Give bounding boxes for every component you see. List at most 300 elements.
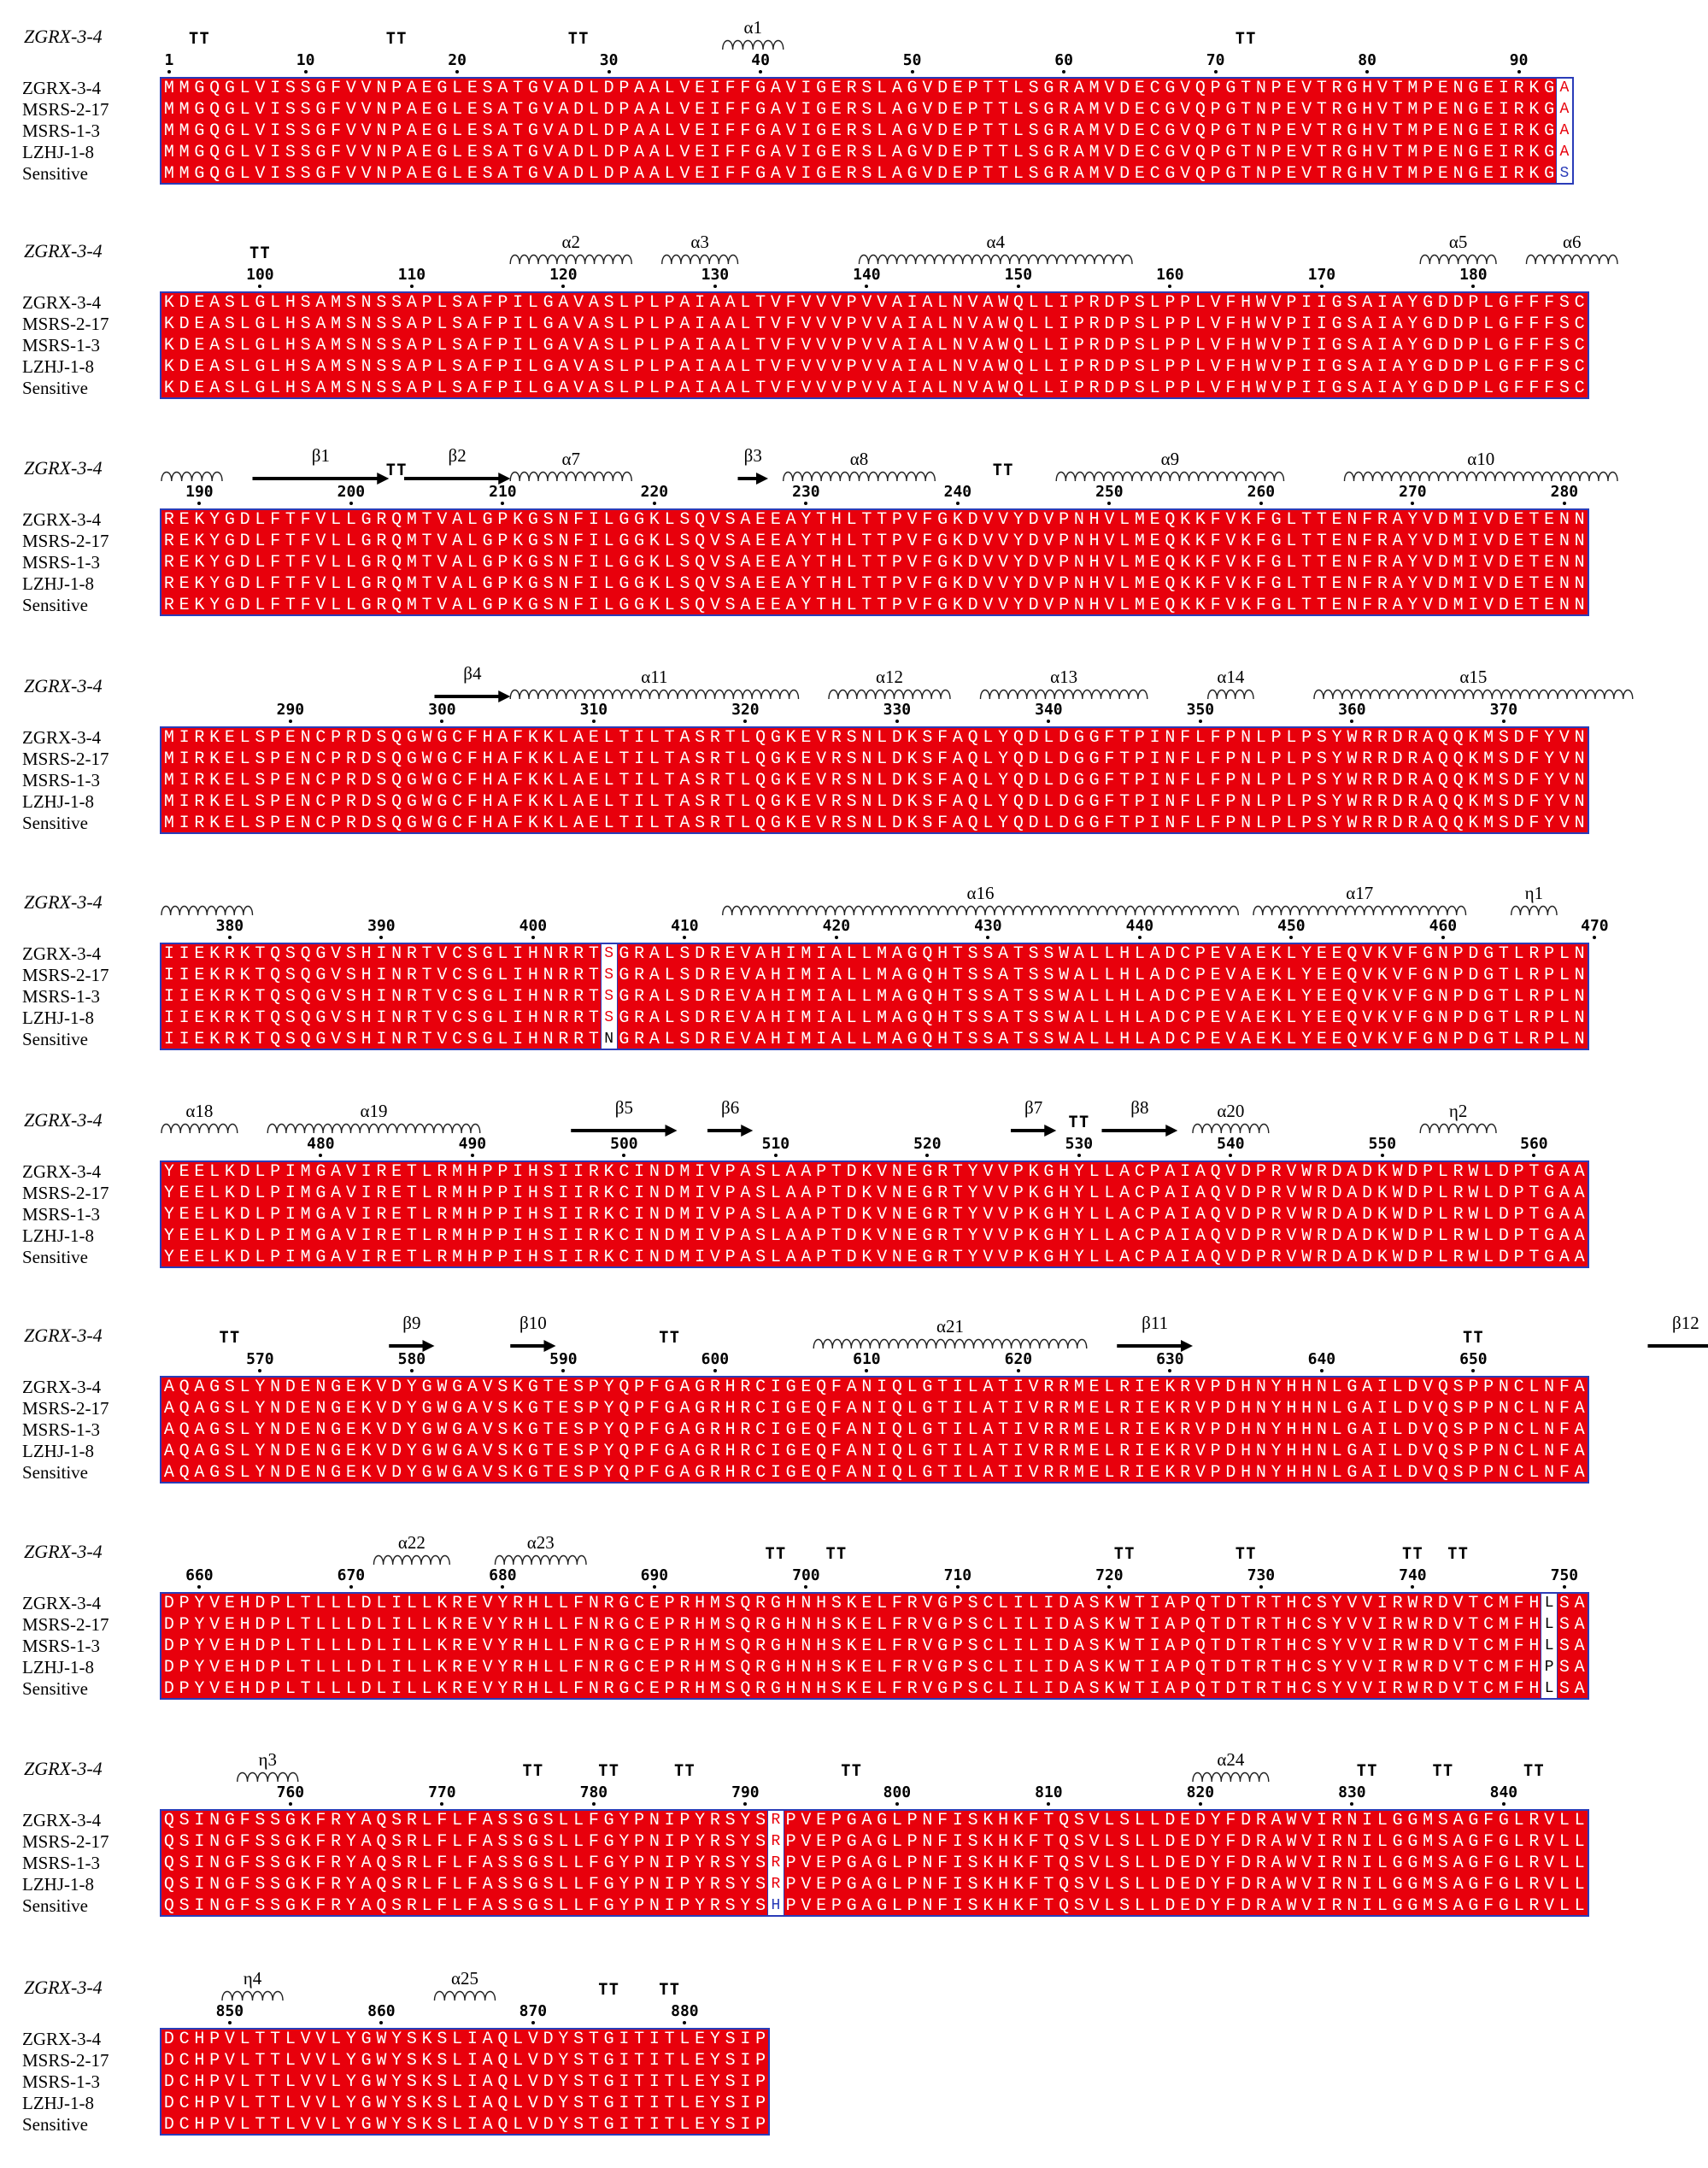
residue: A: [556, 292, 572, 314]
residue: L: [1375, 1810, 1390, 1831]
helix-mark: [510, 256, 631, 265]
residue: V: [995, 1204, 1011, 1225]
residue: A: [496, 120, 511, 142]
position-tick-dot: [501, 502, 504, 505]
residue: L: [238, 813, 253, 834]
helix-label: α8: [849, 449, 869, 469]
residue: A: [449, 531, 465, 552]
residue: T: [617, 727, 632, 749]
residue: A: [860, 1874, 875, 1895]
residue: I: [1466, 573, 1482, 595]
position-tick-label: 30: [599, 51, 619, 69]
residue: T: [1496, 943, 1511, 965]
residue: G: [1071, 791, 1087, 813]
residue: M: [177, 163, 192, 185]
position-tick-dot: [440, 720, 443, 723]
residue: I: [1375, 314, 1390, 335]
residue: C: [617, 1204, 632, 1225]
residue: L: [420, 1895, 435, 1917]
residue: P: [631, 356, 647, 378]
residue: D: [1193, 1831, 1208, 1853]
residue: S: [860, 99, 875, 120]
residue: G: [1481, 1008, 1496, 1029]
position-tick-dot: [1047, 1802, 1050, 1806]
residue: N: [1071, 531, 1087, 552]
residue: I: [1042, 1657, 1057, 1678]
residue: D: [1496, 1161, 1511, 1183]
residue: A: [844, 1398, 860, 1419]
residue: L: [1284, 552, 1300, 573]
residue: Q: [1193, 142, 1208, 163]
residue: F: [920, 595, 936, 616]
residue: A: [889, 142, 905, 163]
residue: L: [1511, 965, 1527, 986]
residue: S: [678, 986, 693, 1008]
residue: V: [981, 1183, 996, 1204]
residue: S: [222, 335, 238, 356]
residue: A: [647, 163, 662, 185]
residue: N: [647, 1161, 662, 1183]
residue: A: [192, 1441, 208, 1462]
residue: N: [1451, 120, 1466, 142]
residue: C: [1511, 1419, 1527, 1441]
residue: N: [1451, 99, 1466, 120]
residue: S: [1557, 292, 1572, 314]
residue: V: [207, 1636, 222, 1657]
residue: G: [525, 1441, 541, 1462]
residue: P: [1071, 378, 1087, 399]
residue: D: [662, 1161, 678, 1183]
residue: V: [343, 1204, 359, 1225]
position-tick-label: 450: [1277, 917, 1306, 935]
position-tick-label: 760: [276, 1783, 305, 1801]
residue: Q: [753, 749, 768, 770]
residue: E: [389, 1161, 404, 1183]
residue: L: [1481, 1225, 1496, 1247]
residue: T: [420, 552, 435, 573]
residue: P: [586, 1441, 602, 1462]
residue: S: [1132, 356, 1147, 378]
residue: G: [525, 509, 541, 531]
residue: F: [829, 1441, 844, 1462]
residue: V: [1224, 1225, 1239, 1247]
residue: L: [238, 1398, 253, 1419]
helix-label: α5: [1448, 232, 1468, 252]
residue: N: [1451, 142, 1466, 163]
residue: L: [889, 1874, 905, 1895]
position-tick-label: 390: [367, 917, 396, 935]
residue: L: [586, 163, 602, 185]
residue: R: [343, 813, 359, 834]
residue: E: [465, 1593, 480, 1614]
residue: V: [678, 163, 693, 185]
residue: Q: [966, 791, 981, 813]
residue: L: [662, 573, 678, 595]
residue: D: [602, 142, 617, 163]
residue: I: [1359, 1831, 1375, 1853]
residue: A: [1359, 1377, 1375, 1398]
residue: R: [1056, 1441, 1071, 1462]
residue: V: [981, 573, 996, 595]
residue: S: [1557, 1614, 1572, 1636]
residue: R: [1420, 1678, 1435, 1700]
residue: D: [844, 1247, 860, 1268]
residue: G: [435, 770, 450, 791]
structure-reference-label: ZGRX-3-4: [24, 26, 103, 47]
residue: N: [647, 1247, 662, 1268]
residue: V: [1420, 552, 1435, 573]
residue: H: [935, 1029, 950, 1050]
residue: T: [981, 142, 996, 163]
residue: W: [1117, 1614, 1132, 1636]
residue: G: [617, 509, 632, 531]
residue: K: [1163, 1377, 1178, 1398]
residue: N: [1572, 531, 1588, 552]
residue: V: [1390, 1008, 1406, 1029]
residue: F: [1527, 378, 1542, 399]
residue: K: [784, 791, 799, 813]
residue: L: [283, 1657, 298, 1678]
residue: L: [556, 1678, 572, 1700]
sequence-row: [161, 1183, 1588, 1204]
residue: R: [1390, 1593, 1406, 1614]
residue: K: [541, 791, 556, 813]
residue: N: [298, 791, 314, 813]
residue: Q: [1011, 727, 1026, 749]
residue: F: [465, 749, 480, 770]
residue: F: [723, 120, 738, 142]
residue: R: [1451, 1247, 1466, 1268]
residue: G: [420, 1462, 435, 1484]
residue: A: [799, 1204, 814, 1225]
residue: V: [480, 1657, 496, 1678]
residue: S: [571, 2071, 586, 2093]
residue: M: [404, 552, 420, 573]
residue: A: [1420, 749, 1435, 770]
residue: F: [267, 552, 283, 573]
residue: T: [541, 1441, 556, 1462]
residue: S: [1071, 1810, 1087, 1831]
residue: S: [222, 378, 238, 399]
residue: S: [966, 1636, 981, 1657]
position-tick-label: 90: [1509, 51, 1529, 69]
residue: K: [1269, 986, 1284, 1008]
residue: P: [177, 1678, 192, 1700]
residue: E: [768, 573, 784, 595]
residue: P: [177, 1636, 192, 1657]
residue: I: [647, 2029, 662, 2050]
residue: L: [647, 292, 662, 314]
residue: G: [1541, 99, 1557, 120]
residue: P: [267, 1225, 283, 1247]
residue: K: [161, 314, 177, 335]
residue: I: [1011, 1614, 1026, 1636]
residue: C: [449, 727, 465, 749]
residue: T: [950, 1225, 966, 1247]
position-tick-label: 580: [397, 1350, 426, 1368]
residue: G: [1541, 78, 1557, 99]
residue: P: [1420, 99, 1435, 120]
residue: E: [692, 2093, 707, 2114]
residue: Y: [1208, 1853, 1224, 1874]
residue: R: [374, 1225, 390, 1247]
residue: G: [328, 1398, 343, 1419]
residue: I: [1042, 1593, 1057, 1614]
residue: V: [799, 335, 814, 356]
residue: G: [1541, 163, 1557, 185]
residue: T: [1466, 1636, 1482, 1657]
residue: G: [222, 509, 238, 531]
residue: G: [222, 573, 238, 595]
residue: V: [480, 1398, 496, 1419]
residue: Q: [753, 813, 768, 834]
residue: Q: [738, 1678, 754, 1700]
residue: M: [874, 965, 889, 986]
residue: F: [586, 1874, 602, 1895]
residue: P: [207, 2114, 222, 2136]
residue: I: [738, 2029, 754, 2050]
residue: L: [1557, 1008, 1572, 1029]
residue: R: [435, 1183, 450, 1204]
residue: Y: [207, 552, 222, 573]
residue: Q: [374, 1895, 390, 1917]
position-tick-dot: [743, 1802, 747, 1806]
residue: R: [1314, 1161, 1329, 1183]
residue: L: [662, 99, 678, 120]
residue: S: [1435, 1831, 1451, 1853]
residue: A: [889, 99, 905, 120]
residue: Q: [1193, 1614, 1208, 1636]
residue: H: [238, 1614, 253, 1636]
residue: G: [192, 99, 208, 120]
residue: Y: [343, 2050, 359, 2071]
residue: V: [253, 142, 268, 163]
residue: G: [905, 1029, 920, 1050]
residue: I: [1375, 1593, 1390, 1614]
residue: H: [525, 1183, 541, 1204]
residue: S: [1557, 378, 1572, 399]
residue: E: [813, 1853, 829, 1874]
residue: R: [556, 1008, 572, 1029]
residue: S: [753, 1204, 768, 1225]
residue: I: [617, 2029, 632, 2050]
residue: P: [1511, 1247, 1527, 1268]
residue: Y: [192, 1636, 208, 1657]
residue: H: [1238, 335, 1253, 356]
residue: A: [192, 1462, 208, 1484]
residue: Q: [177, 1419, 192, 1441]
residue: Y: [995, 770, 1011, 791]
residue: G: [935, 1678, 950, 1700]
residue: E: [647, 1657, 662, 1678]
residue: T: [981, 99, 996, 120]
residue: C: [1132, 1161, 1147, 1183]
residue: N: [314, 1462, 329, 1484]
residue: D: [1466, 965, 1482, 986]
residue: R: [829, 813, 844, 834]
residue: K: [1177, 573, 1193, 595]
residue: M: [707, 1657, 723, 1678]
residue: T: [1527, 1183, 1542, 1204]
residue: I: [1132, 1377, 1147, 1398]
residue: R: [1329, 1874, 1345, 1895]
residue: L: [617, 378, 632, 399]
residue: H: [1238, 1377, 1253, 1398]
residue: K: [1375, 1008, 1390, 1029]
residue: I: [586, 552, 602, 573]
residue: C: [981, 1636, 996, 1657]
residue: Y: [1329, 770, 1345, 791]
residue: D: [1026, 573, 1042, 595]
residue: W: [1466, 1225, 1482, 1247]
residue: S: [541, 1831, 556, 1853]
residue: L: [1284, 813, 1300, 834]
sequence-row: [161, 552, 1588, 573]
position-tick-label: 100: [246, 266, 274, 284]
residue: S: [222, 356, 238, 378]
residue: P: [1011, 1247, 1026, 1268]
residue: M: [177, 99, 192, 120]
residue: T: [1314, 163, 1329, 185]
residue: P: [1071, 314, 1087, 335]
residue: F: [314, 1895, 329, 1917]
residue: P: [905, 1853, 920, 1874]
residue: L: [556, 1874, 572, 1895]
residue: S: [1557, 314, 1572, 335]
residue: L: [238, 99, 253, 120]
residue: D: [1056, 1614, 1071, 1636]
residue: A: [161, 1441, 177, 1462]
residue: G: [1541, 1247, 1557, 1268]
residue: D: [889, 813, 905, 834]
residue: R: [707, 1008, 723, 1029]
residue: K: [222, 1204, 238, 1225]
residue: G: [314, 99, 329, 120]
helix-mark: [435, 1992, 496, 2001]
residue: E: [799, 727, 814, 749]
residue: I: [1299, 356, 1314, 378]
residue: T: [420, 573, 435, 595]
residue: A: [753, 965, 768, 986]
residue: P: [1193, 1008, 1208, 1029]
residue: D: [1435, 335, 1451, 356]
residue: P: [267, 727, 283, 749]
residue: V: [328, 965, 343, 986]
residue: M: [1406, 78, 1421, 99]
residue: N: [1253, 99, 1269, 120]
residue: N: [267, 1398, 283, 1419]
residue: G: [541, 314, 556, 335]
residue: I: [510, 1225, 525, 1247]
position-tick-dot: [835, 936, 838, 939]
residue: A: [404, 142, 420, 163]
residue: P: [889, 531, 905, 552]
residue: H: [1299, 1462, 1314, 1484]
residue: S: [283, 99, 298, 120]
residue: P: [889, 552, 905, 573]
residue: F: [1177, 749, 1193, 770]
residue: Y: [404, 1398, 420, 1419]
residue: N: [799, 1678, 814, 1700]
residue: S: [692, 727, 707, 749]
alignment-block: [0, 1951, 1708, 2165]
position-tick-dot: [440, 1802, 443, 1806]
residue: G: [784, 1462, 799, 1484]
residue: G: [631, 573, 647, 595]
residue: G: [404, 813, 420, 834]
residue: T: [586, 2114, 602, 2136]
residue: V: [343, 142, 359, 163]
residue: A: [1572, 1247, 1588, 1268]
residue: G: [1087, 770, 1102, 791]
residue: S: [389, 292, 404, 314]
residue: P: [662, 1636, 678, 1657]
residue: N: [1572, 595, 1588, 616]
position-tick-label: 50: [902, 51, 922, 69]
residue: P: [1269, 78, 1284, 99]
residue: D: [692, 965, 707, 986]
residue: R: [1253, 1678, 1269, 1700]
residue: G: [359, 2071, 374, 2093]
residue: G: [449, 1419, 465, 1441]
residue: T: [1527, 573, 1542, 595]
residue: T: [981, 163, 996, 185]
residue: R: [707, 727, 723, 749]
residue: S: [389, 335, 404, 356]
residue: V: [435, 943, 450, 965]
residue: I: [1011, 1678, 1026, 1700]
residue: S: [753, 1183, 768, 1204]
residue: I: [161, 1008, 177, 1029]
residue: V: [1284, 1204, 1300, 1225]
residue: L: [738, 356, 754, 378]
residue: V: [1390, 1029, 1406, 1050]
residue: R: [1253, 1614, 1269, 1636]
residue: P: [207, 2029, 222, 2050]
residue: G: [359, 595, 374, 616]
residue: F: [829, 1398, 844, 1419]
residue: G: [631, 531, 647, 552]
residue: D: [389, 1398, 404, 1419]
residue: A: [678, 727, 693, 749]
residue: F: [1557, 1441, 1572, 1462]
sequence-name: LZHJ-1-8: [22, 1657, 94, 1677]
residue: Q: [1193, 1593, 1208, 1614]
residue: G: [1496, 314, 1511, 335]
residue: I: [374, 1029, 390, 1050]
position-tick-label: 190: [185, 483, 214, 501]
residue: P: [1147, 1161, 1163, 1183]
residue: L: [662, 1029, 678, 1050]
residue: V: [1269, 335, 1284, 356]
residue: D: [541, 2029, 556, 2050]
residue: H: [283, 378, 298, 399]
residue: L: [1102, 986, 1118, 1008]
residue: P: [207, 2050, 222, 2071]
residue: L: [1253, 727, 1269, 749]
residue: S: [435, 2071, 450, 2093]
sequence-name: ZGRX-3-4: [22, 509, 102, 530]
residue: G: [359, 2114, 374, 2136]
residue: C: [1177, 1008, 1193, 1029]
residue: R: [1056, 1462, 1071, 1484]
position-tick-dot: [1411, 1585, 1414, 1589]
residue: H: [1359, 120, 1375, 142]
residue: I: [1147, 813, 1163, 834]
residue: R: [222, 965, 238, 986]
residue: Y: [496, 1678, 511, 1700]
residue: D: [161, 2093, 177, 2114]
